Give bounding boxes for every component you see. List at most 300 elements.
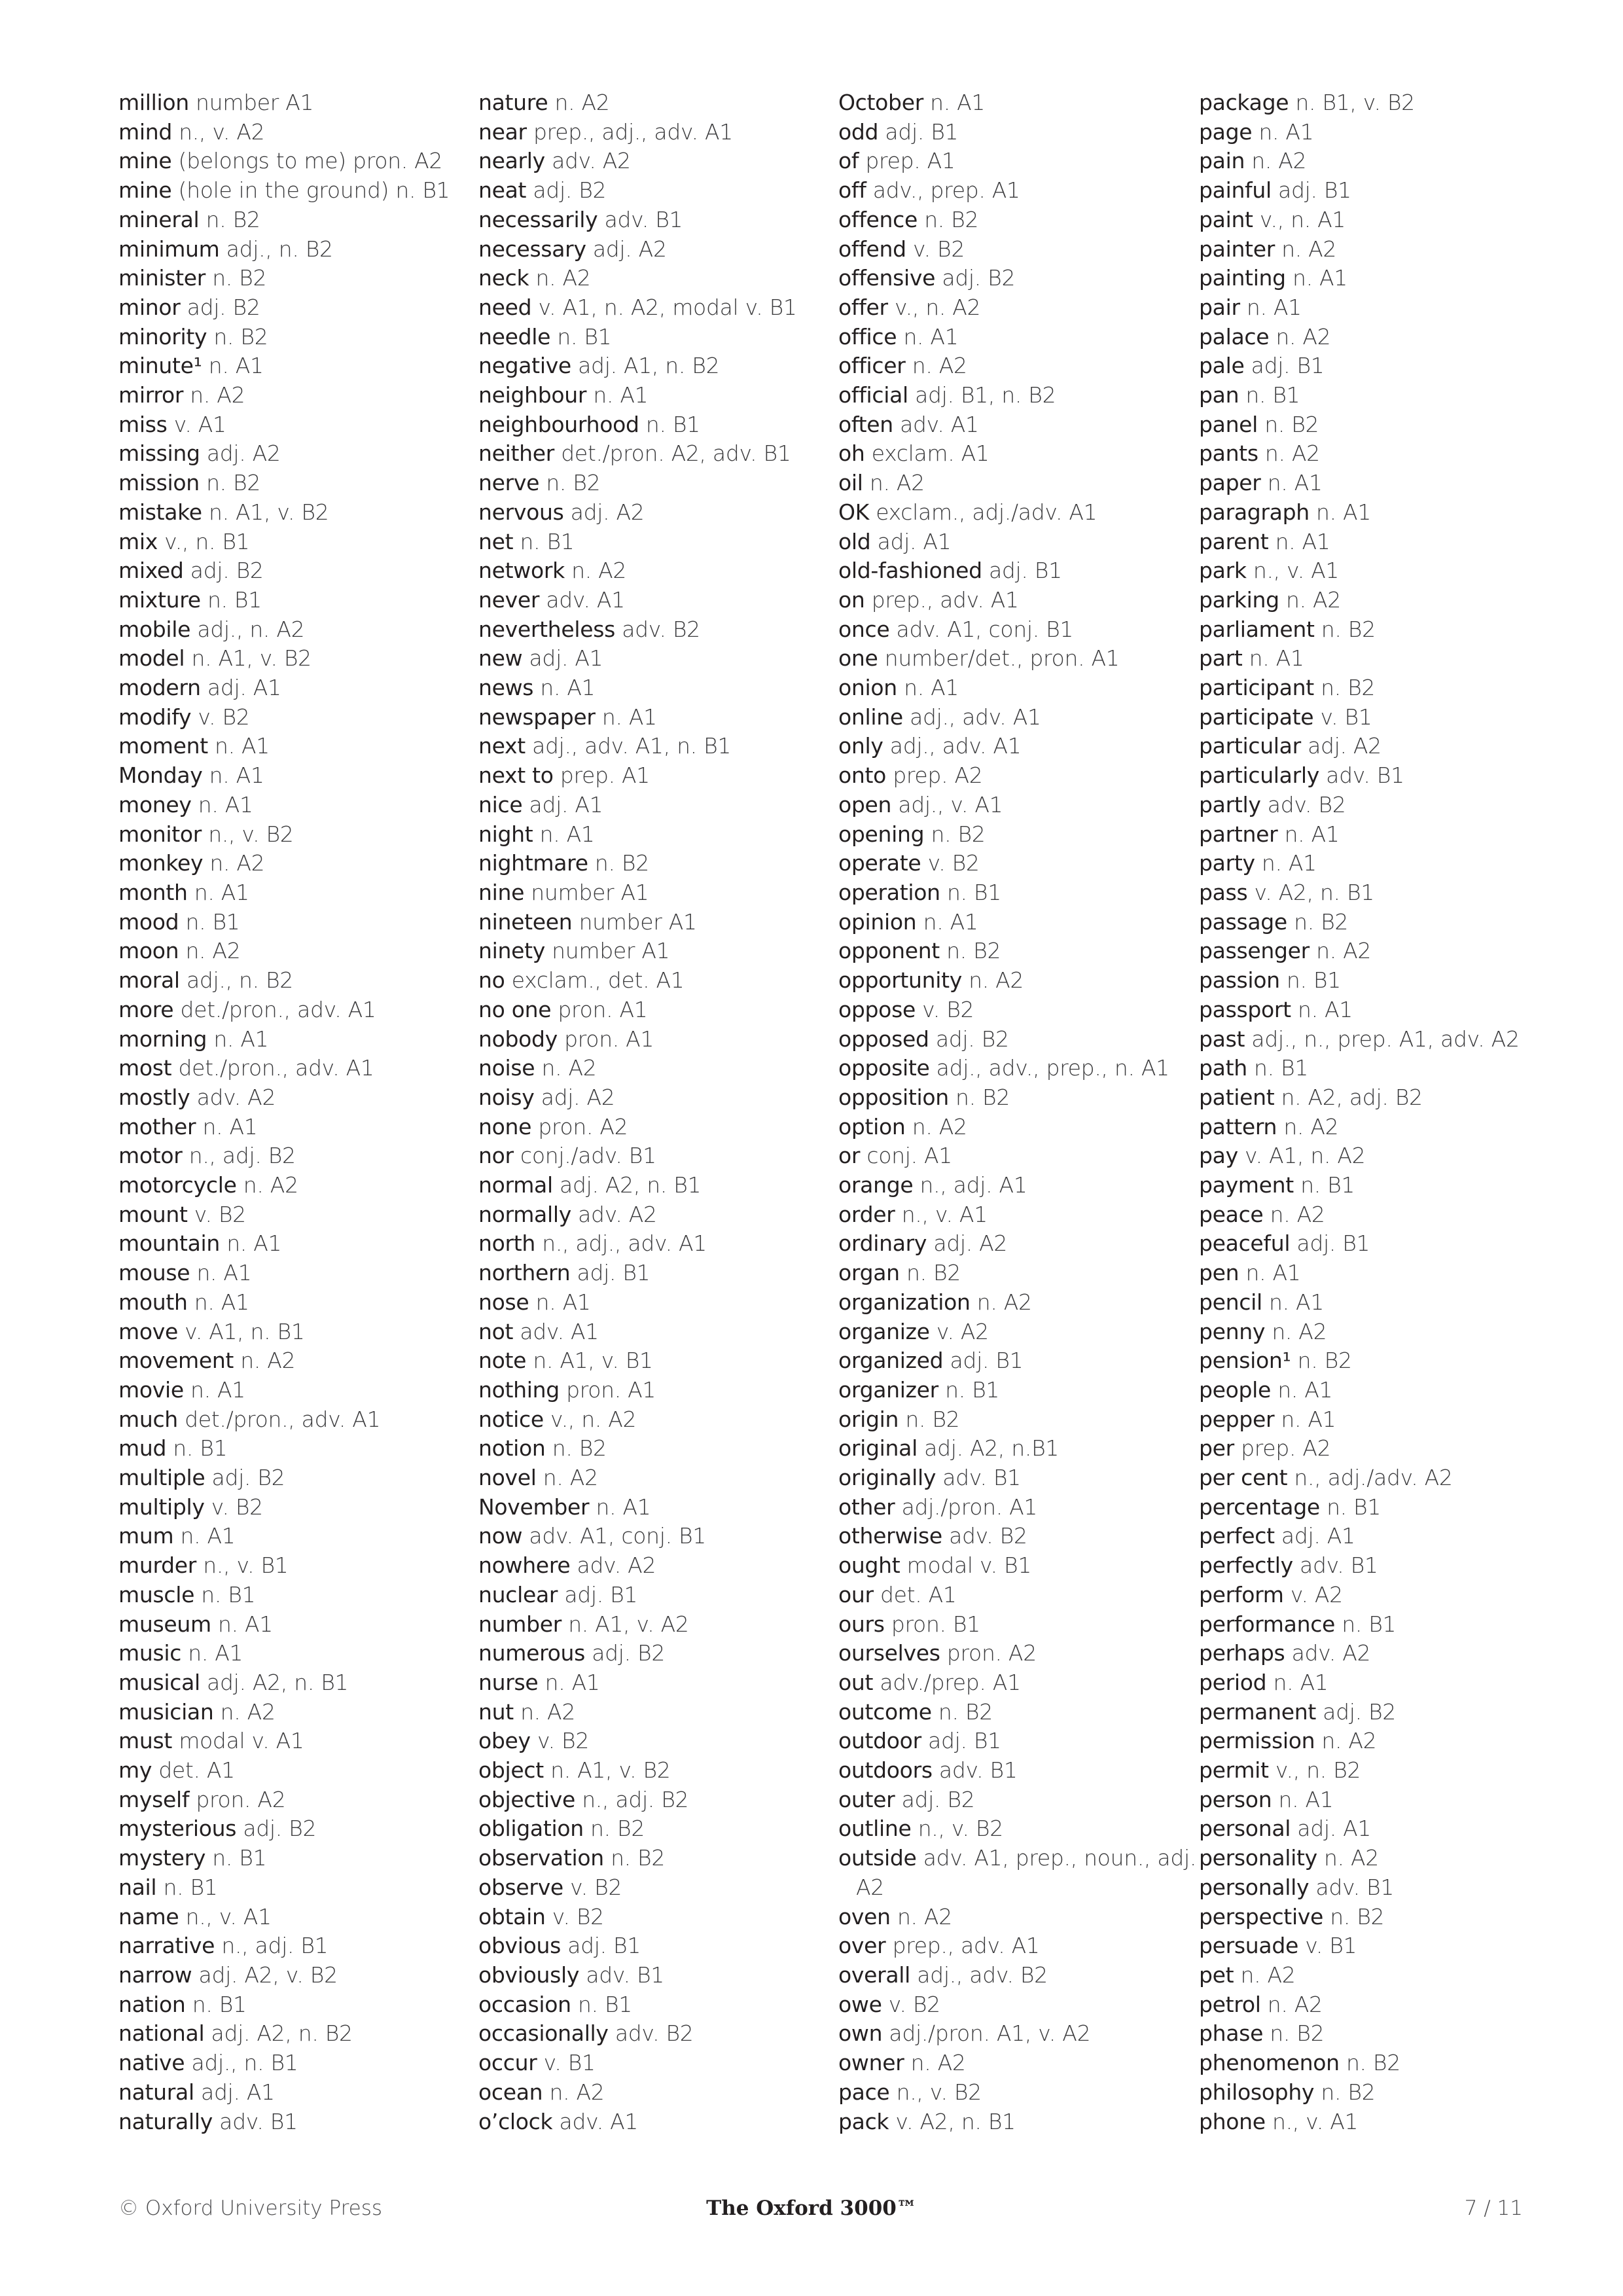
word-entry: [838, 1054, 1179, 1083]
word-entry: [838, 2078, 1179, 2108]
word-entry: [478, 820, 819, 850]
word-entry: [1199, 1493, 1539, 1522]
headword: pencil: [1199, 1289, 1262, 1315]
word-entry: [118, 1434, 459, 1463]
headword: naturally: [118, 2108, 213, 2134]
headword: page: [1199, 118, 1253, 145]
word-info: n. B2: [199, 470, 261, 496]
headword: mostly: [118, 1084, 190, 1110]
headword: network: [478, 558, 565, 584]
word-info: adv. B1: [936, 1465, 1021, 1491]
headword: most: [118, 1055, 172, 1081]
word-info: v. A2, n. B1: [889, 2108, 1016, 2134]
headword: pace: [838, 2079, 890, 2105]
headword: organizer: [838, 1376, 938, 1403]
headword: panel: [1199, 411, 1258, 437]
word-info: adj., adv. B2: [910, 1962, 1048, 1988]
headword: outdoors: [838, 1757, 933, 1784]
headword: minimum: [118, 236, 220, 262]
word-info: n. A1: [586, 382, 649, 408]
word-entry: [478, 206, 819, 235]
headword: occasion: [478, 1991, 571, 2017]
word-entry: [118, 1668, 459, 1698]
word-entry: [838, 1668, 1179, 1698]
word-info: v. B2: [187, 1201, 246, 1227]
word-entry: [838, 1903, 1179, 1932]
word-entry: [478, 1990, 819, 2020]
word-entry: [838, 2049, 1179, 2078]
headword: mysterious: [118, 1816, 237, 1842]
word-info: n. B1: [550, 323, 612, 350]
headword: name: [118, 1903, 179, 1929]
word-info: n. A1: [538, 1669, 600, 1695]
headword: personally: [1199, 1874, 1310, 1900]
headword: not: [478, 1318, 514, 1344]
word-entry: [838, 673, 1179, 703]
word-entry: [1199, 849, 1539, 878]
word-info: adj. B2: [183, 558, 264, 584]
word-entry: [118, 820, 459, 850]
headword: per cent: [1199, 1465, 1288, 1491]
headword: perfect: [1199, 1523, 1275, 1549]
headword: mount: [118, 1201, 188, 1227]
headword: operation: [838, 879, 940, 905]
word-info: prep., adj., adv. A1: [526, 118, 734, 145]
word-entry: [478, 1610, 819, 1640]
word-info: v. B2: [915, 996, 974, 1022]
word-info: n. A2: [890, 1903, 952, 1929]
word-info: adv. A1, conj. B1: [889, 616, 1074, 642]
word-entry: [838, 1405, 1179, 1435]
word-entry: [118, 996, 459, 1025]
word-entry: [838, 586, 1179, 615]
word-info: adv. B1: [212, 2108, 298, 2134]
word-entry: [118, 761, 459, 791]
word-info: adj. A1, n. B2: [571, 353, 720, 379]
headword: permit: [1199, 1757, 1269, 1784]
word-entry: [478, 2078, 819, 2108]
word-entry: [1199, 1346, 1539, 1376]
headword: observation: [478, 1845, 604, 1871]
headword: nurse: [478, 1669, 539, 1695]
word-entry: [1199, 410, 1539, 440]
word-entry: [838, 528, 1179, 557]
word-entry: [478, 673, 819, 703]
word-info: n. A1: [190, 1260, 252, 1286]
word-entry: [478, 1551, 819, 1581]
word-info: adj./pron. A1: [895, 1494, 1038, 1520]
word-entry: [1199, 908, 1539, 937]
word-entry: [478, 937, 819, 966]
word-info: n. B1: [166, 1435, 228, 1462]
word-entry: [838, 498, 1179, 528]
word-info: n. A1: [916, 908, 978, 935]
word-entry: [1199, 820, 1539, 850]
word-entry: [1199, 586, 1539, 615]
word-entry: [838, 1434, 1179, 1463]
headword: objective: [478, 1786, 575, 1812]
word-info: A2: [856, 1874, 884, 1900]
word-entry: [1199, 1814, 1539, 1844]
word-entry: [478, 410, 819, 440]
word-info: n., v. B2: [889, 2079, 982, 2105]
word-info: n. A1: [181, 1640, 243, 1666]
word-info: adj. A2, n.B1: [917, 1435, 1060, 1462]
word-entry: [478, 2049, 819, 2078]
word-entry: [478, 703, 819, 732]
word-entry: [1199, 88, 1539, 118]
word-entry: [118, 586, 459, 615]
word-entry: [118, 878, 459, 908]
word-entry: [478, 791, 819, 820]
headword: native: [118, 2050, 185, 2076]
headword: obviously: [478, 1962, 580, 1988]
word-info: adj. B1: [558, 1581, 638, 1607]
headword: monitor: [118, 821, 202, 847]
word-entry: [838, 1171, 1179, 1200]
headword: notion: [478, 1435, 546, 1462]
headword: own: [838, 2020, 883, 2047]
word-entry: [838, 1727, 1179, 1756]
word-entry: [838, 1961, 1179, 1990]
headword: morning: [118, 1026, 207, 1052]
headword: phase: [1199, 2020, 1264, 2047]
headword: OK: [838, 499, 870, 525]
word-entry: [118, 147, 459, 176]
headword: organized: [838, 1348, 944, 1374]
word-entry: [478, 615, 819, 645]
headword: pay: [1199, 1143, 1238, 1169]
word-info: n., adj. B2: [575, 1786, 689, 1812]
word-entry: [478, 1054, 819, 1083]
word-entry: [118, 1405, 459, 1435]
word-info: adj. A2: [563, 499, 645, 525]
headword: outline: [838, 1816, 912, 1842]
headword: outer: [838, 1786, 895, 1812]
word-info: n., v. A1: [179, 1903, 272, 1929]
word-info: n. B2: [1258, 411, 1319, 437]
word-info: n. A2: [1274, 236, 1337, 262]
word-entry: [838, 849, 1179, 878]
headword: multiple: [118, 1465, 205, 1491]
word-info: adj. B1: [1244, 353, 1325, 379]
page-number: 7 / 11: [1464, 2197, 1523, 2220]
word-entry: [838, 615, 1179, 645]
word-info: n. A1: [1260, 470, 1323, 496]
word-entry: [118, 1698, 459, 1727]
word-info: adj. B2: [526, 177, 607, 204]
word-info: v. B2: [191, 704, 250, 730]
word-entry: [1199, 673, 1539, 703]
word-entry: [478, 1113, 819, 1142]
word-entry: [1199, 1200, 1539, 1230]
word-info: adj., n. B2: [219, 236, 333, 262]
headword: oven: [838, 1903, 891, 1929]
headword: mineral: [118, 206, 200, 232]
word-entry: [838, 1844, 1197, 1873]
word-entry: [118, 206, 459, 235]
headword: painting: [1199, 265, 1286, 291]
word-entry: [118, 1141, 459, 1171]
word-entry: [118, 732, 459, 761]
word-info: v. A1, n. A2: [1238, 1143, 1366, 1169]
word-info: n. A1: [923, 90, 986, 115]
headword: otherwise: [838, 1523, 942, 1549]
word-entry: [118, 556, 459, 586]
headword: online: [838, 704, 903, 730]
headword: narrative: [118, 1933, 215, 1959]
word-entry: [1199, 264, 1539, 293]
word-info: adv. A2: [1285, 1640, 1371, 1666]
word-info: adj. B2: [935, 265, 1016, 291]
headword: penny: [1199, 1318, 1266, 1344]
word-info: adv., prep. A1: [866, 177, 1020, 204]
word-info: det./pron., adv. A1: [173, 996, 376, 1022]
word-entry: [838, 1200, 1179, 1230]
word-entry: [478, 351, 819, 381]
word-entry: [118, 966, 459, 996]
headword: opposite: [838, 1055, 930, 1081]
word-info: n. A2: [1260, 1991, 1323, 2017]
word-entry: [478, 498, 819, 528]
headword: official: [838, 382, 908, 408]
word-info: n. B2: [603, 1845, 666, 1871]
word-info: v. A2: [1283, 1581, 1343, 1607]
headword: obey: [478, 1728, 531, 1754]
word-entry: [1199, 1610, 1539, 1640]
headword: noisy: [478, 1084, 535, 1110]
headword: noise: [478, 1055, 535, 1081]
word-info: adv. A2: [544, 148, 631, 174]
word-entry: [838, 1639, 1179, 1668]
word-info: adj., adv. A1: [902, 704, 1041, 730]
word-entry: [478, 1288, 819, 1318]
word-entry: [838, 1493, 1179, 1522]
headword: object: [478, 1757, 544, 1784]
word-info: n. A1: [897, 323, 959, 350]
headword: pain: [1199, 148, 1245, 174]
headword: out: [838, 1669, 874, 1695]
headword: northern: [478, 1260, 571, 1286]
word-info: pron. A1: [557, 1026, 654, 1052]
word-entry: [118, 1463, 459, 1493]
word-entry: [118, 1346, 459, 1376]
word-info: n. A2: [536, 1465, 598, 1491]
word-entry: [118, 1756, 459, 1785]
word-entry: [118, 1171, 459, 1200]
word-info: n., adj., adv. A1: [535, 1230, 707, 1257]
headword: next to: [478, 762, 554, 789]
headword: neat: [478, 177, 527, 204]
word-entry: [838, 2108, 1179, 2137]
word-info: adv. A1, conj. B1: [522, 1523, 706, 1549]
word-entry: [478, 469, 819, 498]
headword: now: [478, 1523, 523, 1549]
headword: open: [838, 791, 892, 817]
headword: mind: [118, 118, 172, 145]
word-column-4: [1199, 88, 1539, 2136]
word-info: number A1: [572, 908, 697, 935]
word-entry: [838, 1522, 1179, 1551]
word-entry: [838, 1376, 1179, 1405]
word-info: v., n. A1: [1253, 206, 1346, 232]
word-info: n. B2: [948, 1084, 1010, 1110]
headword: mouse: [118, 1260, 190, 1286]
word-info: n. A2: [905, 353, 967, 379]
word-entry: [118, 1288, 459, 1318]
word-info: adj. B1: [1271, 177, 1351, 204]
word-info: prep. A2: [1234, 1435, 1331, 1462]
word-info: adj. B2: [205, 1465, 285, 1491]
word-entry: [478, 1346, 819, 1376]
word-info: v., n. B1: [157, 528, 250, 554]
headword: no: [478, 967, 505, 994]
word-info: n. A1: [529, 1289, 591, 1315]
word-info: n. A1, v. B1: [526, 1348, 653, 1374]
word-entry: [838, 1873, 1179, 1903]
word-entry: [1199, 1931, 1539, 1961]
word-info: adj. A1: [194, 2079, 275, 2105]
word-entry: [118, 1903, 459, 1932]
word-info: adj. B1: [982, 558, 1062, 584]
word-entry: [1199, 469, 1539, 498]
word-info: adv. A2: [571, 1201, 657, 1227]
word-info: (belongs to me) pron. A2: [171, 148, 443, 174]
headword: permanent: [1199, 1698, 1316, 1725]
word-info: adj. B1: [570, 1260, 651, 1286]
headword: perfectly: [1199, 1552, 1293, 1579]
headword: often: [838, 411, 893, 437]
word-entry: [118, 235, 459, 264]
word-info: n. B2: [1314, 2079, 1376, 2105]
word-entry: [1199, 2019, 1539, 2049]
word-info: number A1: [188, 90, 314, 115]
headword: neck: [478, 265, 529, 291]
headword: occasionally: [478, 2020, 609, 2047]
word-info: adj. A2: [534, 1084, 615, 1110]
word-entry: [838, 1990, 1179, 2020]
word-entry: [118, 2078, 459, 2108]
word-info: n. A1: [211, 1611, 273, 1637]
word-info: pron. A2: [531, 1113, 628, 1139]
headword: persuade: [1199, 1933, 1298, 1959]
word-entry: [1199, 966, 1539, 996]
word-info: n. B2: [1339, 2050, 1400, 2076]
headword: necessary: [478, 236, 586, 262]
word-entry: [478, 1581, 819, 1610]
word-entry: [478, 1873, 819, 1903]
word-info: n. B1: [194, 1581, 256, 1607]
headword: one: [838, 645, 878, 672]
word-info: n. A1: [1272, 1786, 1334, 1812]
headword: philosophy: [1199, 2079, 1315, 2105]
word-info: adj. A2, n. B1: [552, 1172, 702, 1198]
headword: no one: [478, 996, 552, 1022]
word-info: adj./pron. A1, v. A2: [882, 2020, 1091, 2047]
word-info: adj., adv. A1, n. B1: [525, 733, 732, 759]
word-info: n. B1, v. B2: [1289, 90, 1415, 115]
word-entry: [118, 1844, 459, 1873]
headword: or: [838, 1143, 861, 1169]
headword: multiply: [118, 1494, 205, 1520]
word-entry: [838, 996, 1179, 1025]
word-info: n. B2: [939, 938, 1001, 964]
word-info: n., adj. A1: [913, 1172, 1027, 1198]
word-info: n. B2: [1287, 908, 1349, 935]
word-info: pron. B1: [884, 1611, 980, 1637]
word-info: n. B1: [1247, 1055, 1309, 1081]
word-entry: [1199, 1113, 1539, 1142]
word-entry: [838, 1083, 1179, 1113]
word-info: adj. B1: [1290, 1230, 1370, 1257]
word-entry: [478, 644, 819, 673]
word-info: adv. B2: [1260, 791, 1346, 817]
word-entry: [838, 264, 1179, 293]
word-info: n., adj. B1: [215, 1933, 329, 1959]
word-info: n. B1: [156, 1874, 218, 1900]
word-info: n. B1: [938, 1376, 1000, 1403]
headword: our: [838, 1581, 874, 1607]
headword: pet: [1199, 1962, 1234, 1988]
headword: offence: [838, 206, 918, 232]
word-info: n. A1: [1262, 1289, 1325, 1315]
word-info: v. B2: [906, 236, 965, 262]
word-info: n. A1: [187, 879, 249, 905]
word-entry: [838, 908, 1179, 937]
headword: ought: [838, 1552, 901, 1579]
word-info: v. B1: [1298, 1933, 1357, 1959]
word-info: n. A2: [535, 1055, 597, 1081]
word-info: n. B2: [205, 265, 267, 291]
headword: pair: [1199, 294, 1240, 320]
headword: mum: [118, 1523, 174, 1549]
word-info: adv. A2: [190, 1084, 276, 1110]
headword: old: [838, 528, 871, 554]
word-info: (hole in the ground) n. B1: [171, 177, 450, 204]
word-info: number A1: [544, 938, 670, 964]
word-info: n., v. A1: [1246, 558, 1340, 584]
word-entry: [838, 176, 1179, 206]
word-entry: [1199, 206, 1539, 235]
headword: people: [1199, 1376, 1272, 1403]
headword: percentage: [1199, 1494, 1320, 1520]
headword: odd: [838, 118, 879, 145]
word-info: v., n. B2: [1268, 1757, 1361, 1784]
word-entry: [478, 966, 819, 996]
word-info: adj. B1: [561, 1933, 641, 1959]
word-entry: [478, 1931, 819, 1961]
word-entry: [478, 1961, 819, 1990]
word-info: v. B1: [1313, 704, 1372, 730]
word-info: conj./adv. B1: [513, 1143, 656, 1169]
document-title: The Oxford 3000™: [706, 2197, 917, 2220]
word-info: n. A2: [236, 1172, 298, 1198]
headword: Monday: [118, 762, 203, 789]
word-entry: [1199, 1873, 1539, 1903]
headword: ourselves: [838, 1640, 940, 1666]
headword: near: [478, 118, 527, 145]
word-entry: [118, 849, 459, 878]
word-entry: [118, 264, 459, 293]
word-entry: [478, 528, 819, 557]
word-entry: [1199, 1961, 1539, 1990]
headword: mother: [118, 1113, 196, 1139]
word-info: v. B2: [545, 1903, 604, 1929]
word-info: n. A2: [179, 938, 241, 964]
word-entry: [478, 1522, 819, 1551]
word-info: n. B2: [899, 1260, 961, 1286]
headword: opponent: [838, 938, 940, 964]
